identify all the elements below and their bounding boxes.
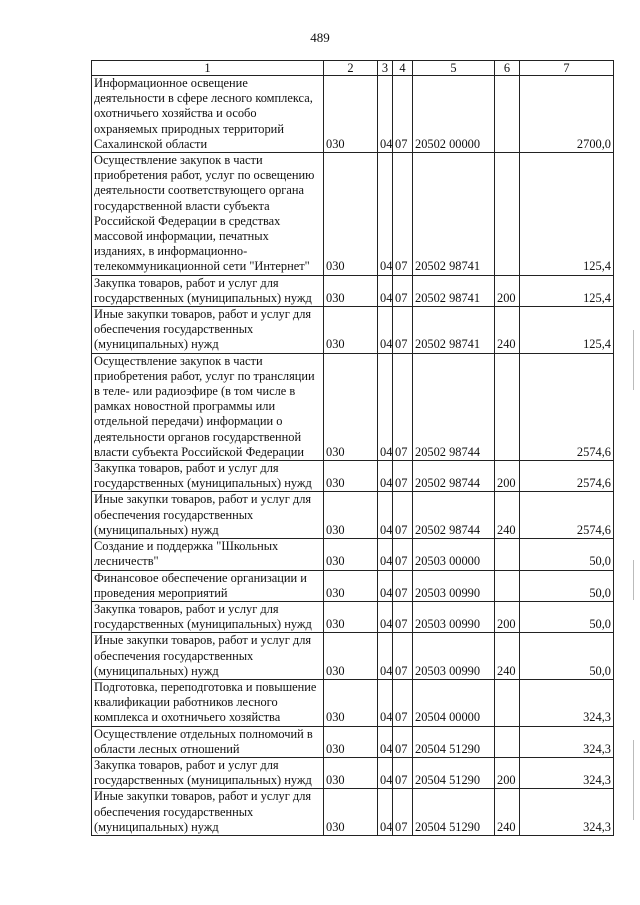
row-section-cell: 04: [378, 757, 393, 788]
row-section-cell: 04: [378, 76, 393, 153]
row-subsection-cell: 07: [393, 76, 413, 153]
scan-edge-mark: [633, 330, 634, 390]
table-row: [92, 153, 614, 276]
row-code-cell: 030: [324, 601, 378, 632]
row-subsection-cell: 07: [393, 679, 413, 726]
row-amount-cell: 2574,6: [520, 461, 614, 492]
row-amount-cell: 324,3: [520, 726, 614, 757]
row-expense-type-cell: 200: [495, 461, 520, 492]
row-code-cell: 030: [324, 153, 378, 276]
row-expense-type-cell: 240: [495, 789, 520, 836]
row-section-cell: 04: [378, 275, 393, 306]
row-subsection-cell: 07: [393, 539, 413, 570]
row-section-cell: 04: [378, 570, 393, 601]
header-row: [92, 61, 614, 76]
table-row: [92, 633, 614, 680]
row-code-cell: 030: [324, 633, 378, 680]
row-subsection-cell: 07: [393, 601, 413, 632]
row-subsection-cell: 07: [393, 307, 413, 354]
table-row: [92, 307, 614, 354]
table-row: [92, 76, 614, 153]
table-row: [92, 679, 614, 726]
column-header-2: 2: [324, 61, 378, 76]
row-section-cell: 04: [378, 539, 393, 570]
row-name-cell: Закупка товаров, работ и услуг для государственных (муниципальных) нужд: [92, 461, 324, 492]
row-target-article-cell: 20503 00990: [413, 601, 495, 632]
row-amount-cell: 125,4: [520, 275, 614, 306]
row-amount-cell: 50,0: [520, 539, 614, 570]
row-amount-cell: 50,0: [520, 633, 614, 680]
table-row: [92, 601, 614, 632]
row-code-cell: 030: [324, 570, 378, 601]
row-expense-type-cell: 200: [495, 601, 520, 632]
row-name-cell: Осуществление закупок в части приобретения работ, услуг по освещению деятельности соответствующего органа государственной власти субъекта Российской Федерации в средствах массовой информации, печатных изданиях, в информационно-телекоммуникационной сети "Интернет": [92, 153, 324, 276]
row-name-cell: Иные закупки товаров, работ и услуг для обеспечения государственных (муниципальных) нужд: [92, 492, 324, 539]
row-code-cell: 030: [324, 726, 378, 757]
row-target-article-cell: 20502 98744: [413, 492, 495, 539]
row-code-cell: 030: [324, 307, 378, 354]
scan-edge-mark: [633, 560, 634, 600]
row-name-cell: Осуществление закупок в части приобретения работ, услуг по трансляции в теле- или радиоэфире (в том числе в рамках новостной программы или отдельной передачи) информации о деятельности органов государственной власти субъекта Российской Федерации: [92, 353, 324, 460]
row-target-article-cell: 20504 51290: [413, 726, 495, 757]
row-name-cell: Иные закупки товаров, работ и услуг для обеспечения государственных (муниципальных) нужд: [92, 307, 324, 354]
row-target-article-cell: 20503 00000: [413, 539, 495, 570]
row-expense-type-cell: [495, 726, 520, 757]
row-amount-cell: 50,0: [520, 601, 614, 632]
row-expense-type-cell: [495, 679, 520, 726]
row-target-article-cell: 20502 98744: [413, 461, 495, 492]
row-subsection-cell: 07: [393, 461, 413, 492]
column-header-1: 1: [92, 61, 324, 76]
column-header-7: 7: [520, 61, 614, 76]
row-expense-type-cell: [495, 539, 520, 570]
row-expense-type-cell: [495, 570, 520, 601]
row-code-cell: 030: [324, 353, 378, 460]
row-section-cell: 04: [378, 633, 393, 680]
row-expense-type-cell: 200: [495, 275, 520, 306]
row-code-cell: 030: [324, 679, 378, 726]
row-amount-cell: 324,3: [520, 679, 614, 726]
row-amount-cell: 324,3: [520, 757, 614, 788]
row-subsection-cell: 07: [393, 492, 413, 539]
row-expense-type-cell: 240: [495, 633, 520, 680]
row-expense-type-cell: [495, 153, 520, 276]
row-name-cell: Иные закупки товаров, работ и услуг для обеспечения государственных (муниципальных) нужд: [92, 633, 324, 680]
row-subsection-cell: 07: [393, 633, 413, 680]
column-header-6: 6: [495, 61, 520, 76]
row-amount-cell: 2700,0: [520, 76, 614, 153]
row-target-article-cell: 20502 98741: [413, 275, 495, 306]
row-name-cell: Закупка товаров, работ и услуг для государственных (муниципальных) нужд: [92, 757, 324, 788]
table-row: [92, 789, 614, 836]
table-row: [92, 353, 614, 460]
table-body: [92, 76, 614, 836]
row-section-cell: 04: [378, 601, 393, 632]
table-header: [92, 61, 614, 76]
table-row: [92, 492, 614, 539]
row-code-cell: 030: [324, 492, 378, 539]
row-section-cell: 04: [378, 492, 393, 539]
row-section-cell: 04: [378, 789, 393, 836]
row-amount-cell: 324,3: [520, 789, 614, 836]
row-section-cell: 04: [378, 353, 393, 460]
table-row: [92, 726, 614, 757]
row-expense-type-cell: 240: [495, 492, 520, 539]
table-row: [92, 275, 614, 306]
row-section-cell: 04: [378, 679, 393, 726]
column-header-5: 5: [413, 61, 495, 76]
row-code-cell: 030: [324, 757, 378, 788]
row-subsection-cell: 07: [393, 726, 413, 757]
row-target-article-cell: 20504 51290: [413, 789, 495, 836]
row-section-cell: 04: [378, 153, 393, 276]
row-expense-type-cell: 200: [495, 757, 520, 788]
row-expense-type-cell: [495, 76, 520, 153]
row-amount-cell: 125,4: [520, 153, 614, 276]
row-subsection-cell: 07: [393, 153, 413, 276]
page-number: 489: [310, 30, 330, 45]
row-target-article-cell: 20502 98741: [413, 153, 495, 276]
row-name-cell: Информационное освещение деятельности в сфере лесного комплекса, охотничьего хозяйства и особо охраняемых природных территорий Сахалинской области: [92, 76, 324, 153]
row-name-cell: Закупка товаров, работ и услуг для государственных (муниципальных) нужд: [92, 275, 324, 306]
scan-edge-mark: [633, 740, 634, 820]
row-code-cell: 030: [324, 461, 378, 492]
row-target-article-cell: 20502 00000: [413, 76, 495, 153]
row-target-article-cell: 20504 00000: [413, 679, 495, 726]
row-section-cell: 04: [378, 307, 393, 354]
row-expense-type-cell: 240: [495, 307, 520, 354]
row-code-cell: 030: [324, 275, 378, 306]
row-name-cell: Подготовка, переподготовка и повышение квалификации работников лесного комплекса и охотничьего хозяйства: [92, 679, 324, 726]
row-target-article-cell: 20503 00990: [413, 633, 495, 680]
row-section-cell: 04: [378, 461, 393, 492]
row-target-article-cell: 20503 00990: [413, 570, 495, 601]
column-header-3: 3: [378, 61, 393, 76]
row-expense-type-cell: [495, 353, 520, 460]
row-amount-cell: 125,4: [520, 307, 614, 354]
row-subsection-cell: 07: [393, 275, 413, 306]
row-name-cell: Создание и поддержка "Школьных лесничеств": [92, 539, 324, 570]
row-amount-cell: 2574,6: [520, 353, 614, 460]
row-subsection-cell: 07: [393, 353, 413, 460]
row-subsection-cell: 07: [393, 789, 413, 836]
row-subsection-cell: 07: [393, 757, 413, 788]
row-target-article-cell: 20502 98744: [413, 353, 495, 460]
row-code-cell: 030: [324, 539, 378, 570]
row-amount-cell: 50,0: [520, 570, 614, 601]
row-amount-cell: 2574,6: [520, 492, 614, 539]
row-subsection-cell: 07: [393, 570, 413, 601]
table-row: [92, 570, 614, 601]
table-row: [92, 757, 614, 788]
row-target-article-cell: 20504 51290: [413, 757, 495, 788]
table-row: [92, 539, 614, 570]
row-code-cell: 030: [324, 789, 378, 836]
row-name-cell: Закупка товаров, работ и услуг для государственных (муниципальных) нужд: [92, 601, 324, 632]
row-section-cell: 04: [378, 726, 393, 757]
table-row: [92, 461, 614, 492]
row-target-article-cell: 20502 98741: [413, 307, 495, 354]
row-name-cell: Финансовое обеспечение организации и проведения мероприятий: [92, 570, 324, 601]
row-code-cell: 030: [324, 76, 378, 153]
budget-table: [91, 60, 614, 836]
row-name-cell: Иные закупки товаров, работ и услуг для обеспечения государственных (муниципальных) нужд: [92, 789, 324, 836]
row-name-cell: Осуществление отдельных полномочий в области лесных отношений: [92, 726, 324, 757]
column-header-4: 4: [393, 61, 413, 76]
